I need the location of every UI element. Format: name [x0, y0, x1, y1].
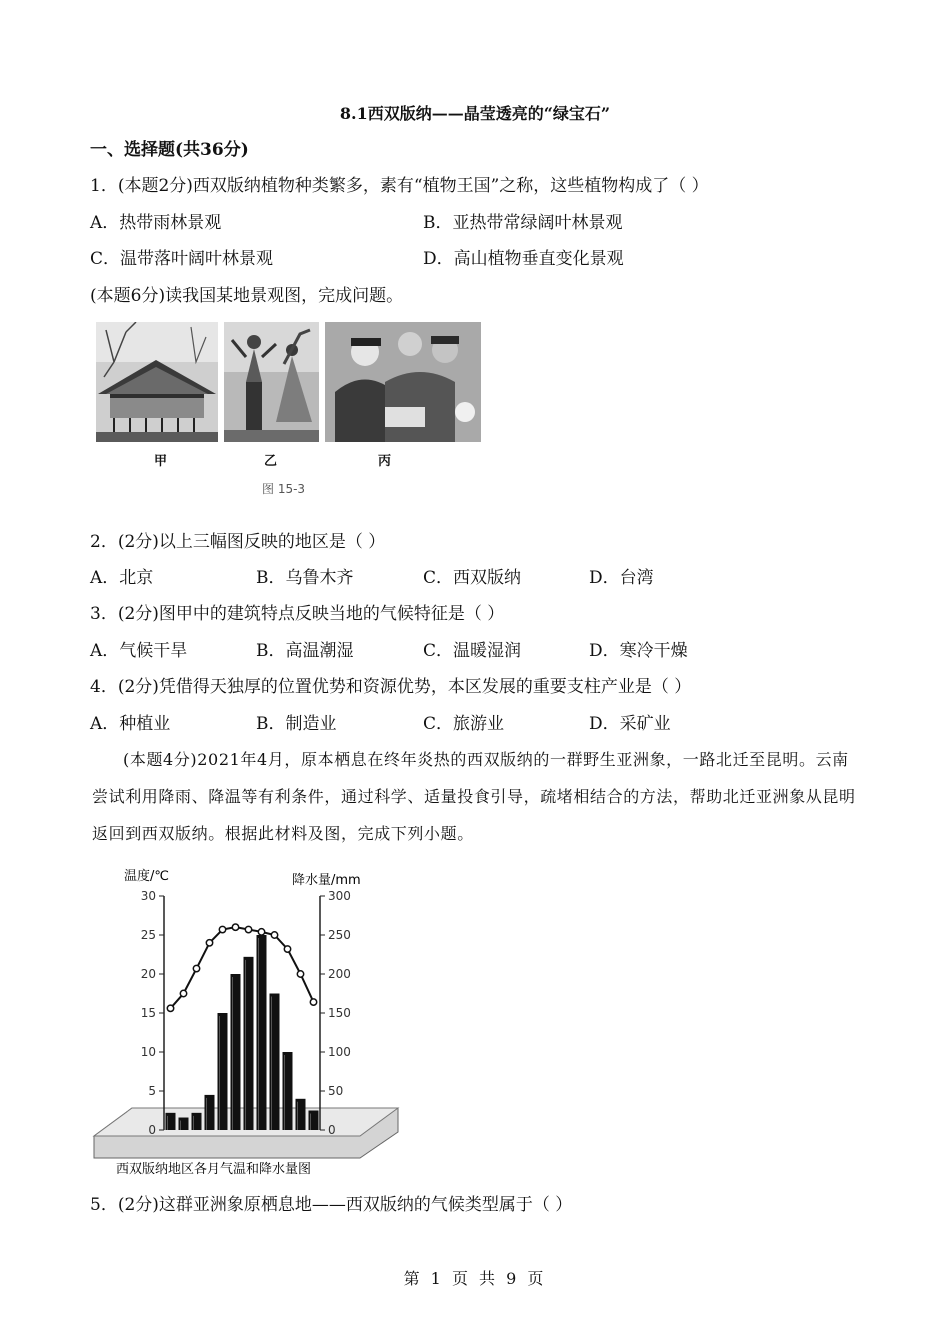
temperature-line — [171, 927, 314, 1008]
q1-option-a[interactable]: A．热带雨林景观 — [90, 213, 222, 233]
photo-bing-people — [325, 322, 481, 442]
temperature-point — [258, 929, 264, 935]
left-tick-label: 5 — [148, 1084, 156, 1098]
photo-caption-yi: 乙 — [264, 454, 278, 469]
temperature-point — [297, 971, 303, 977]
q4-option-c[interactable]: C．旅游业 — [423, 714, 505, 734]
q3-option-d[interactable]: D．寒冷干燥 — [589, 641, 688, 661]
question-4-stem: 4．(2分)凭借得天独厚的位置优势和资源优势，本区发展的重要支柱产业是（ ） — [90, 677, 692, 697]
landscape-photos-figure — [96, 322, 482, 498]
question-5-stem: 5．(2分)这群亚洲象原栖息地——西双版纳的气候类型属于（ ） — [90, 1195, 573, 1215]
page-footer: 第 1 页 共 9 页 — [403, 1269, 547, 1288]
q1-option-c[interactable]: C．温带落叶阔叶林景观 — [90, 249, 274, 269]
temperature-point — [206, 940, 212, 946]
right-tick-label: 300 — [328, 889, 351, 903]
left-axis-label: 温度/℃ — [124, 869, 169, 884]
right-axis-label: 降水量/mm — [292, 873, 361, 888]
photo-yi-dancers — [224, 322, 319, 442]
group1-intro: (本题6分)读我国某地景观图，完成问题。 — [90, 286, 404, 306]
q3-option-b[interactable]: B．高温潮湿 — [256, 641, 354, 661]
temperature-point — [232, 924, 238, 930]
right-tick-label: 200 — [328, 967, 351, 981]
figure-label: 图 15-3 — [262, 482, 306, 496]
left-tick-label: 10 — [140, 1045, 156, 1059]
temperature-point — [167, 1005, 173, 1011]
right-tick-label: 250 — [328, 928, 351, 942]
q2-option-a[interactable]: A．北京 — [90, 568, 154, 588]
temperature-point — [219, 926, 225, 932]
q4-option-a[interactable]: A．种植业 — [90, 714, 171, 734]
q1-option-d[interactable]: D．高山植物垂直变化景观 — [423, 249, 624, 269]
q4-option-d[interactable]: D．采矿业 — [589, 714, 671, 734]
right-tick-label: 50 — [328, 1084, 344, 1098]
temperature-point — [193, 965, 199, 971]
temperature-point — [245, 926, 251, 932]
left-tick-label: 20 — [140, 967, 156, 981]
temperature-point — [180, 990, 186, 996]
photo-caption-jia: 甲 — [154, 454, 168, 469]
page-title: 8.1西双版纳——晶莹透亮的“绿宝石” — [339, 104, 611, 123]
right-tick-label: 100 — [328, 1045, 351, 1059]
climate-chart — [92, 862, 402, 1182]
q2-option-c[interactable]: C．西双版纳 — [423, 568, 522, 588]
temperature-point — [284, 946, 290, 952]
photo-caption-bing: 丙 — [378, 454, 392, 469]
section-heading: 一、选择题(共36分) — [90, 140, 249, 160]
q2-option-d[interactable]: D．台湾 — [589, 568, 654, 588]
group2-paragraph: (本题4分)2021年4月，原本栖息在终年炎热的西双版纳的一群野生亚洲象，一路北迁至昆明。云南尝试利用降雨、降温等有利条件，通过科学、适量投食引导，疏堵相结合的方法，帮助北迁亚洲象从昆明返回到西双版纳。根据此材料及图，完成下列小题。 — [92, 750, 856, 843]
photo-jia-stilt-house — [96, 322, 218, 442]
left-tick-label: 30 — [140, 889, 156, 903]
question-3-stem: 3．(2分)图甲中的建筑特点反映当地的气候特征是（ ） — [90, 604, 505, 624]
chart-title: 西双版纳地区各月气温和降水量图 — [116, 1162, 312, 1177]
q2-option-b[interactable]: B．乌鲁木齐 — [256, 568, 354, 588]
q4-option-b[interactable]: B．制造业 — [256, 714, 337, 734]
left-tick-label: 25 — [140, 928, 156, 942]
left-tick-label: 0 — [148, 1123, 156, 1137]
left-tick-label: 15 — [140, 1006, 156, 1020]
q3-option-a[interactable]: A．气候干旱 — [90, 641, 188, 661]
q3-option-c[interactable]: C．温暖湿润 — [423, 641, 522, 661]
q1-option-b[interactable]: B．亚热带常绿阔叶林景观 — [423, 213, 623, 233]
right-tick-label: 0 — [328, 1123, 336, 1137]
temperature-point — [271, 932, 277, 938]
right-tick-label: 150 — [328, 1006, 351, 1020]
temperature-point — [310, 999, 316, 1005]
question-2-stem: 2．(2分)以上三幅图反映的地区是（ ） — [90, 532, 386, 552]
question-1-stem: 1．(本题2分)西双版纳植物种类繁多，素有“植物王国”之称，这些植物构成了（ ） — [90, 176, 709, 196]
